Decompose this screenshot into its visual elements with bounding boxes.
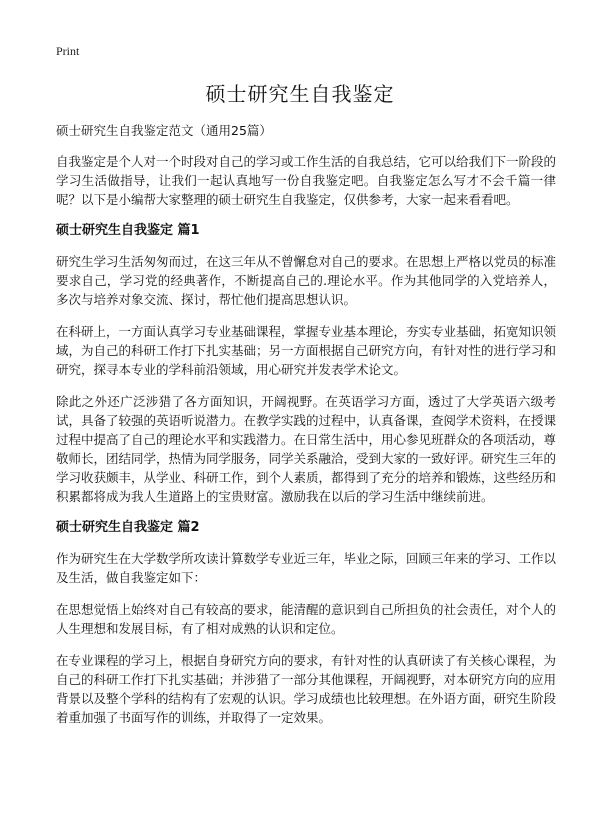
article-subtitle: 硕士研究生自我鉴定范文（通用25篇） <box>56 123 272 138</box>
section-1-paragraph-1: 研究生学习生活匆匆而过，在这三年从不曾懈怠对自己的要求。在思想上严格以党员的标准要求自己，学习党的经典著作，不断提高自己的.理论水平。作为其他同学的入党培养人，多次与培养对象交流、探讨，帮忙他们提高思想认识。 <box>56 254 557 307</box>
intro-paragraph: 自我鉴定是个人对一个时段对自己的学习或工作生活的自我总结，它可以给我们下一阶段的学习生活做指导，让我们一起认真地写一份自我鉴定吧。自我鉴定怎么写才不会千篇一律呢？以下是小编帮大家整理的硕士研究生自我鉴定，仅供参考，大家一起来看看吧。 <box>56 154 557 207</box>
section-2-paragraph-2: 在思想觉悟上始终对自己有较高的要求，能清醒的意识到自己所担负的社会责任，对个人的人生理想和发展目标，有了相对成熟的认识和定位。 <box>56 602 557 636</box>
print-link[interactable]: Print <box>56 44 80 58</box>
section-heading-1: 硕士研究生自我鉴定 篇1 <box>56 223 200 238</box>
section-heading-2: 硕士研究生自我鉴定 篇2 <box>56 520 200 535</box>
section-1-paragraph-3: 除此之外还广泛涉猎了各方面知识，开阔视野。在英语学习方面，透过了大学英语六级考试，具备了较强的英语听说潜力。在教学实践的过程中，认真备课，查阅学术资料，在授课过程中提高了自己的理论水平和实践潜力。在日常生活中，用心参见班群众的各项活动，尊敬师长，团结同学，热情为同学服务，同学关系融洽，受到大家的一致好评。研究生三年的学习收获颇丰，从学业、科研工作，到个人素质，都得到了充分的培养和锻炼，这些经历和积累都将成为我人生道路上的宝贵财富。激励我在以后的学习生活中继续前进。 <box>56 394 557 504</box>
section-2-paragraph-3: 在专业课程的学习上，根据自身研究方向的要求，有针对性的认真研读了有关核心课程，为自己的科研工作打下扎实基础；并涉猎了一部分其他课程，开阔视野，对本研究方向的应用背景以及整个学科的结构有了宏观的认识。学习成绩也比较理想。在外语方面，研究生阶段着重加强了书面写作的训练，并取得了一定效果。 <box>56 653 557 725</box>
article-body <box>56 122 556 740</box>
section-2-paragraph-1: 作为研究生在大学数学所攻读计算数学专业近三年，毕业之际，回顾三年来的学习、工作以及生活，做自我鉴定如下： <box>56 551 557 585</box>
section-1-paragraph-2: 在科研上，一方面认真学习专业基础课程，掌握专业基本理论，夯实专业基础，拓宽知识领域，为自己的科研工作打下扎实基础；另一方面根据自己研究方向，有针对性的进行学习和研究，探寻本专业的学科前沿领域，用心研究并发表学术论文。 <box>56 324 557 377</box>
page-title: 硕士研究生自我鉴定 <box>205 82 395 106</box>
